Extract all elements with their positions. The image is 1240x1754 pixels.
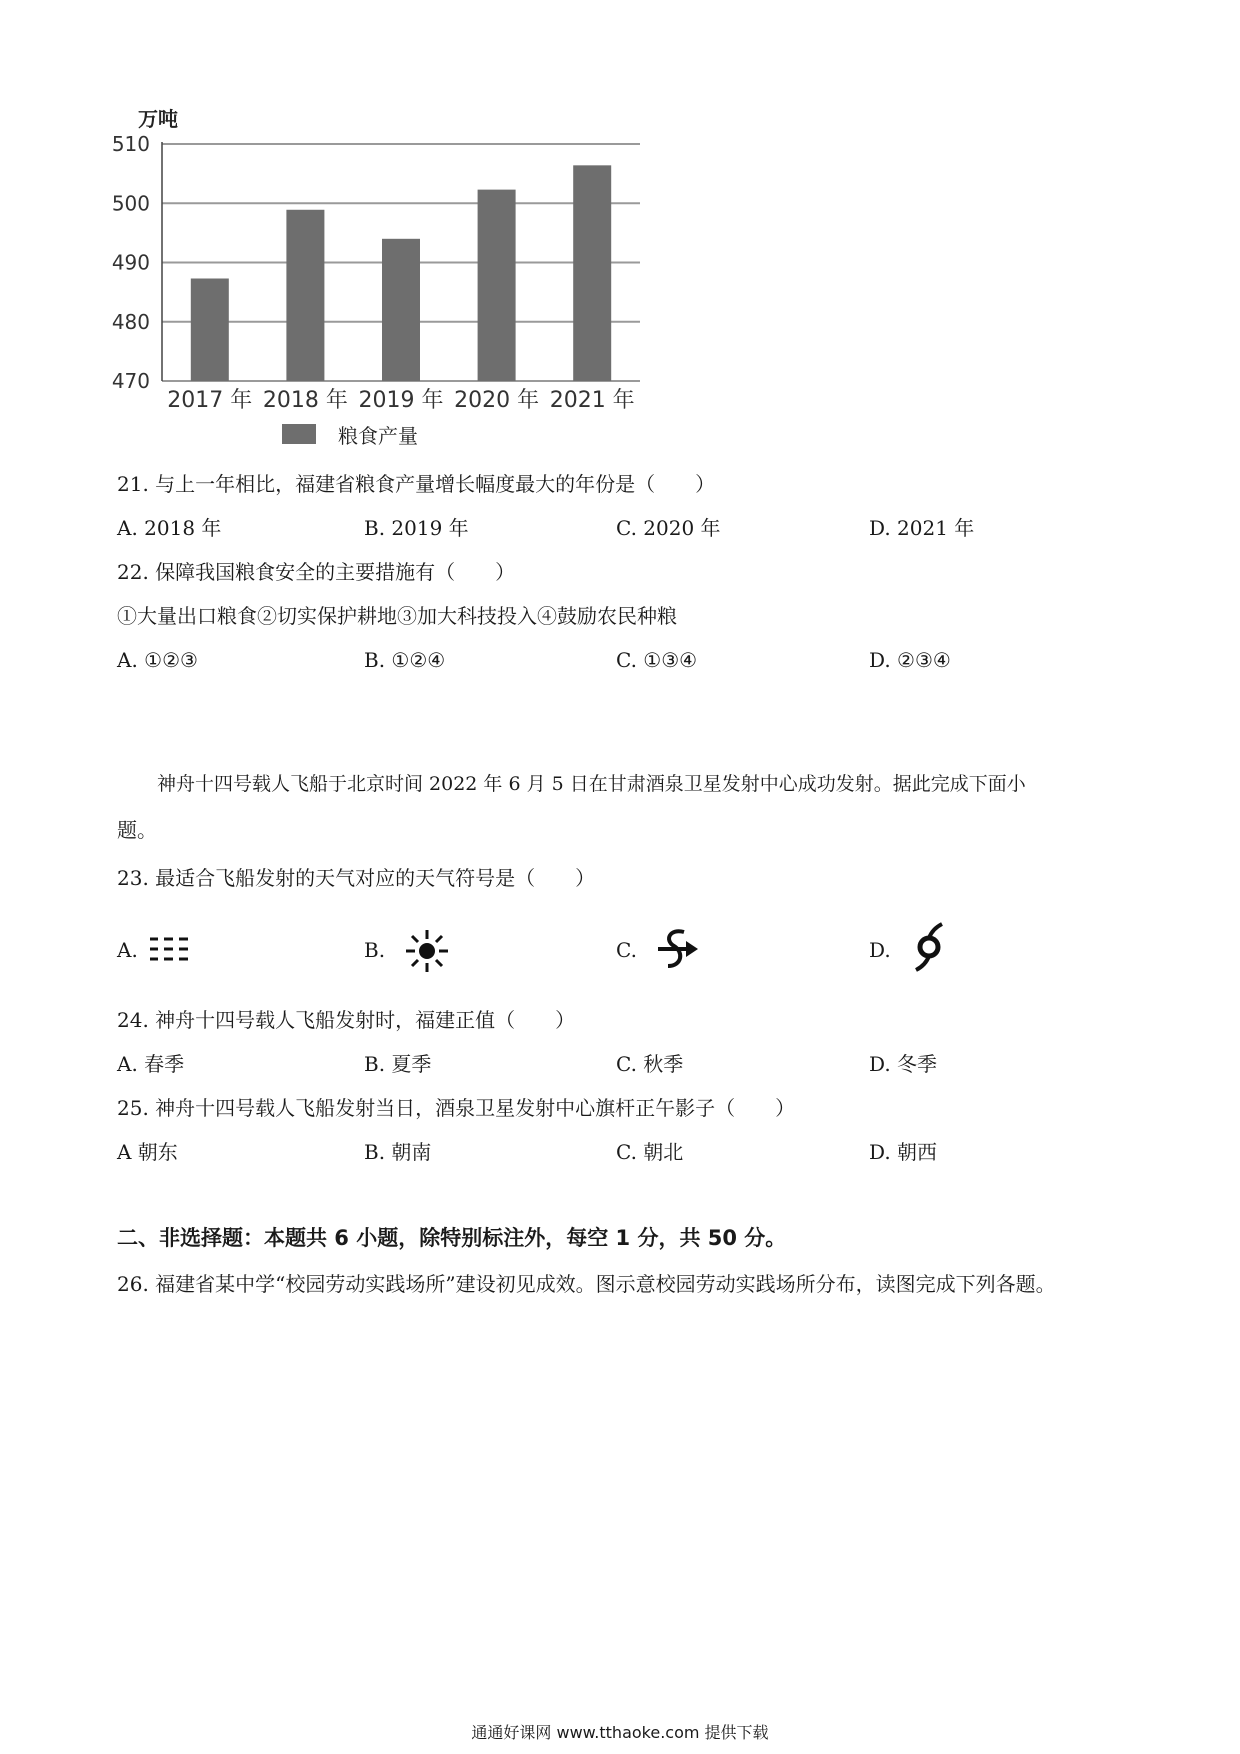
y-tick-label: 510 — [111, 132, 150, 156]
q24-option-a[interactable]: A. 春季 — [117, 1052, 185, 1076]
q22-option-b[interactable]: B. ①②④ — [364, 648, 446, 672]
y-tick-label: 470 — [111, 369, 150, 393]
q23-option-c-label[interactable]: C. — [616, 938, 637, 962]
question-25-stem: 25. 神舟十四号载人飞船发射当日，酒泉卫星发射中心旗杆正午影子（ ） — [117, 1096, 796, 1120]
q25-option-d[interactable]: D. 朝西 — [869, 1140, 938, 1164]
legend-swatch — [282, 424, 316, 444]
typhoon-symbol-icon — [912, 922, 946, 972]
passage-line-1: 神舟十四号载人飞船于北京时间 2022 年 6 月 5 日在甘肃酒泉卫星发射中心成功发射。据此完成下面小 — [157, 773, 1026, 795]
bar — [573, 165, 611, 381]
q24-option-c[interactable]: C. 秋季 — [616, 1052, 684, 1076]
q21-option-d[interactable]: D. 2021 年 — [869, 516, 975, 540]
x-axis-ticks — [167, 388, 634, 413]
bar — [191, 278, 229, 381]
question-26-stem: 26. 福建省某中学“校园劳动实践场所”建设初见成效。图示意校园劳动实践场所分布，读图完成下列各题。 — [117, 1272, 1056, 1296]
x-tick-label: 2021 年 — [549, 388, 635, 413]
x-tick-label: 2017 年 — [167, 388, 253, 413]
page-footer: 通通好课网 www.tthaoke.com 提供下载 — [471, 1723, 769, 1742]
bar — [286, 210, 324, 381]
section-2-heading: 二、非选择题：本题共 6 小题，除特别标注外，每空 1 分，共 50 分。 — [117, 1226, 787, 1250]
q22-option-a[interactable]: A. ①②③ — [117, 648, 198, 672]
question-24-stem: 24. 神舟十四号载人飞船发射时，福建正值（ ） — [117, 1008, 576, 1032]
q25-option-c[interactable]: C. 朝北 — [616, 1140, 684, 1164]
q23-option-a-label[interactable]: A. — [117, 938, 138, 962]
bar — [478, 190, 516, 381]
q22-option-d[interactable]: D. ②③④ — [869, 648, 951, 672]
x-tick-label: 2020 年 — [454, 388, 540, 413]
q23-option-d-label[interactable]: D. — [869, 938, 891, 962]
q25-option-a[interactable]: A 朝东 — [117, 1140, 178, 1164]
y-tick-label: 500 — [111, 191, 150, 216]
x-tick-label: 2019 年 — [358, 388, 444, 413]
question-22-stem: 22. 保障我国粮食安全的主要措施有（ ） — [117, 560, 516, 584]
question-21-stem: 21. 与上一年相比，福建省粮食产量增长幅度最大的年份是（ ） — [117, 472, 716, 496]
q22-option-c[interactable]: C. ①③④ — [616, 648, 698, 672]
legend-label: 粮食产量 — [338, 424, 418, 448]
y-axis-ticks — [112, 132, 150, 393]
q21-option-b[interactable]: B. 2019 年 — [364, 516, 469, 540]
y-axis-unit-label: 万吨 — [138, 107, 178, 131]
sandstorm-symbol-icon — [656, 926, 702, 974]
x-tick-label: 2018 年 — [262, 388, 348, 413]
y-tick-label: 480 — [111, 309, 150, 334]
passage-line-2: 题。 — [117, 818, 157, 842]
q21-option-c[interactable]: C. 2020 年 — [616, 516, 721, 540]
q24-option-b[interactable]: B. 夏季 — [364, 1052, 432, 1076]
q24-option-d[interactable]: D. 冬季 — [869, 1052, 938, 1076]
question-22-statements: ①大量出口粮食②切实保护耕地③加大科技投入④鼓励农民种粮 — [117, 604, 677, 628]
q25-option-b[interactable]: B. 朝南 — [364, 1140, 432, 1164]
chart-bars — [191, 165, 611, 381]
q23-option-b-label[interactable]: B. — [364, 938, 386, 962]
fog-symbol-icon — [148, 934, 192, 964]
sunny-symbol-icon — [404, 928, 450, 974]
bar — [382, 239, 420, 381]
q21-option-a[interactable]: A. 2018 年 — [117, 516, 222, 540]
question-23-stem: 23. 最适合飞船发射的天气对应的天气符号是（ ） — [117, 866, 596, 890]
y-tick-label: 490 — [111, 250, 150, 275]
grain-production-bar-chart — [110, 100, 670, 510]
